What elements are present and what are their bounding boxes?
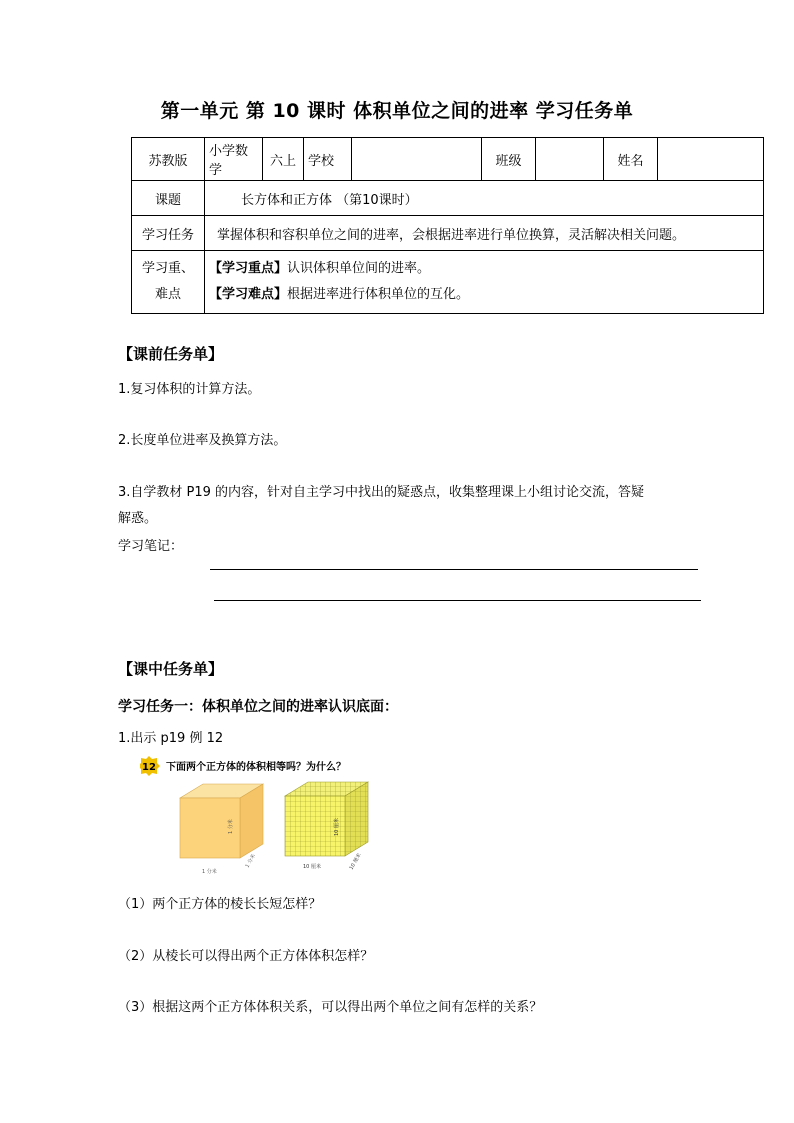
question-2: （2）从棱长可以得出两个正方体体积怎样？ [118, 949, 374, 964]
key-points-label [132, 251, 205, 314]
key-point-text: 认识体积单位间的进率。 [287, 261, 431, 276]
pre-item-3-line2: 解惑。 [118, 511, 158, 526]
topic-label: 课题 [132, 181, 205, 216]
school-value-cell[interactable] [352, 138, 482, 181]
key-points-label-line1: 学习重、 [141, 261, 194, 276]
question-1: （1）两个正方体的棱长长短怎样？ [118, 897, 322, 912]
task-row [132, 216, 764, 251]
task-label: 学习任务 [132, 216, 205, 251]
cubes-figure [140, 756, 380, 882]
key-points-value [205, 251, 764, 314]
pre-item-3-line1: 3.自学教材 P19 的内容，针对自主学习中找出的疑惑点，收集整理课上小组讨论交流，答疑 [118, 485, 645, 500]
pre-class-heading: 【课前任务单】 [118, 345, 224, 363]
example-reference: 1.出示 p19 例 12 [118, 731, 224, 746]
difficult-point-text: 根据进率进行体积单位的互化。 [287, 287, 470, 302]
cube-1-side-label: 1 分米 [244, 853, 258, 869]
subject-cell: 小学数学 [205, 138, 263, 181]
cube-2-side-label: 10 厘米 [348, 852, 363, 871]
example-badge-number: 12 [142, 762, 156, 773]
cube-1-decimeter [180, 784, 263, 858]
question-3: （3）根据这两个正方体体积关系，可以得出两个单位之间有怎样的关系？ [118, 1000, 543, 1015]
key-points-label-line2: 难点 [154, 287, 181, 302]
cube-2-centimeter-grid [285, 782, 368, 856]
topic-value: 长方体和正方体 （第10课时） [205, 181, 764, 216]
key-point-line [209, 256, 759, 282]
task-one-heading: 学习任务一：体积单位之间的进率认识底面： [118, 699, 398, 715]
difficult-point-tag: 【学习难点】 [209, 287, 288, 302]
key-points-row [132, 251, 764, 314]
example-badge [140, 756, 160, 776]
cube-2-front-label: 10 厘米 [334, 818, 340, 836]
pre-item-1: 1.复习体积的计算方法。 [118, 382, 261, 397]
header-row [132, 138, 764, 181]
cube-2-bottom-label: 10 厘米 [303, 864, 321, 870]
info-table [131, 137, 764, 314]
figure-question: 下面两个正方体的体积相等吗？为什么？ [166, 762, 346, 773]
name-value-cell[interactable] [658, 138, 764, 181]
grade-cell: 六上 [263, 138, 304, 181]
cube-1-bottom-label: 1 分米 [202, 869, 217, 875]
in-class-heading: 【课中任务单】 [118, 660, 224, 678]
notes-label: 学习笔记： [118, 539, 184, 554]
key-point-tag: 【学习重点】 [209, 261, 288, 276]
difficult-point-line [209, 282, 759, 308]
notes-line-1[interactable] [210, 569, 698, 570]
page-title: 第一单元 第 10 课时 体积单位之间的进率 学习任务单 [160, 100, 634, 122]
school-label: 学校 [304, 138, 352, 181]
cube-1-front-label: 1 分米 [228, 819, 234, 834]
task-value: 掌握体积和容积单位之间的进率，会根据进率进行单位换算，灵活解决相关问题。 [205, 216, 764, 251]
class-value-cell[interactable] [536, 138, 604, 181]
name-label: 姓名 [604, 138, 658, 181]
pre-item-2: 2.长度单位进率及换算方法。 [118, 433, 287, 448]
publisher-cell: 苏教版 [132, 138, 205, 181]
notes-line-2[interactable] [214, 600, 701, 601]
topic-row [132, 181, 764, 216]
class-label: 班级 [482, 138, 536, 181]
